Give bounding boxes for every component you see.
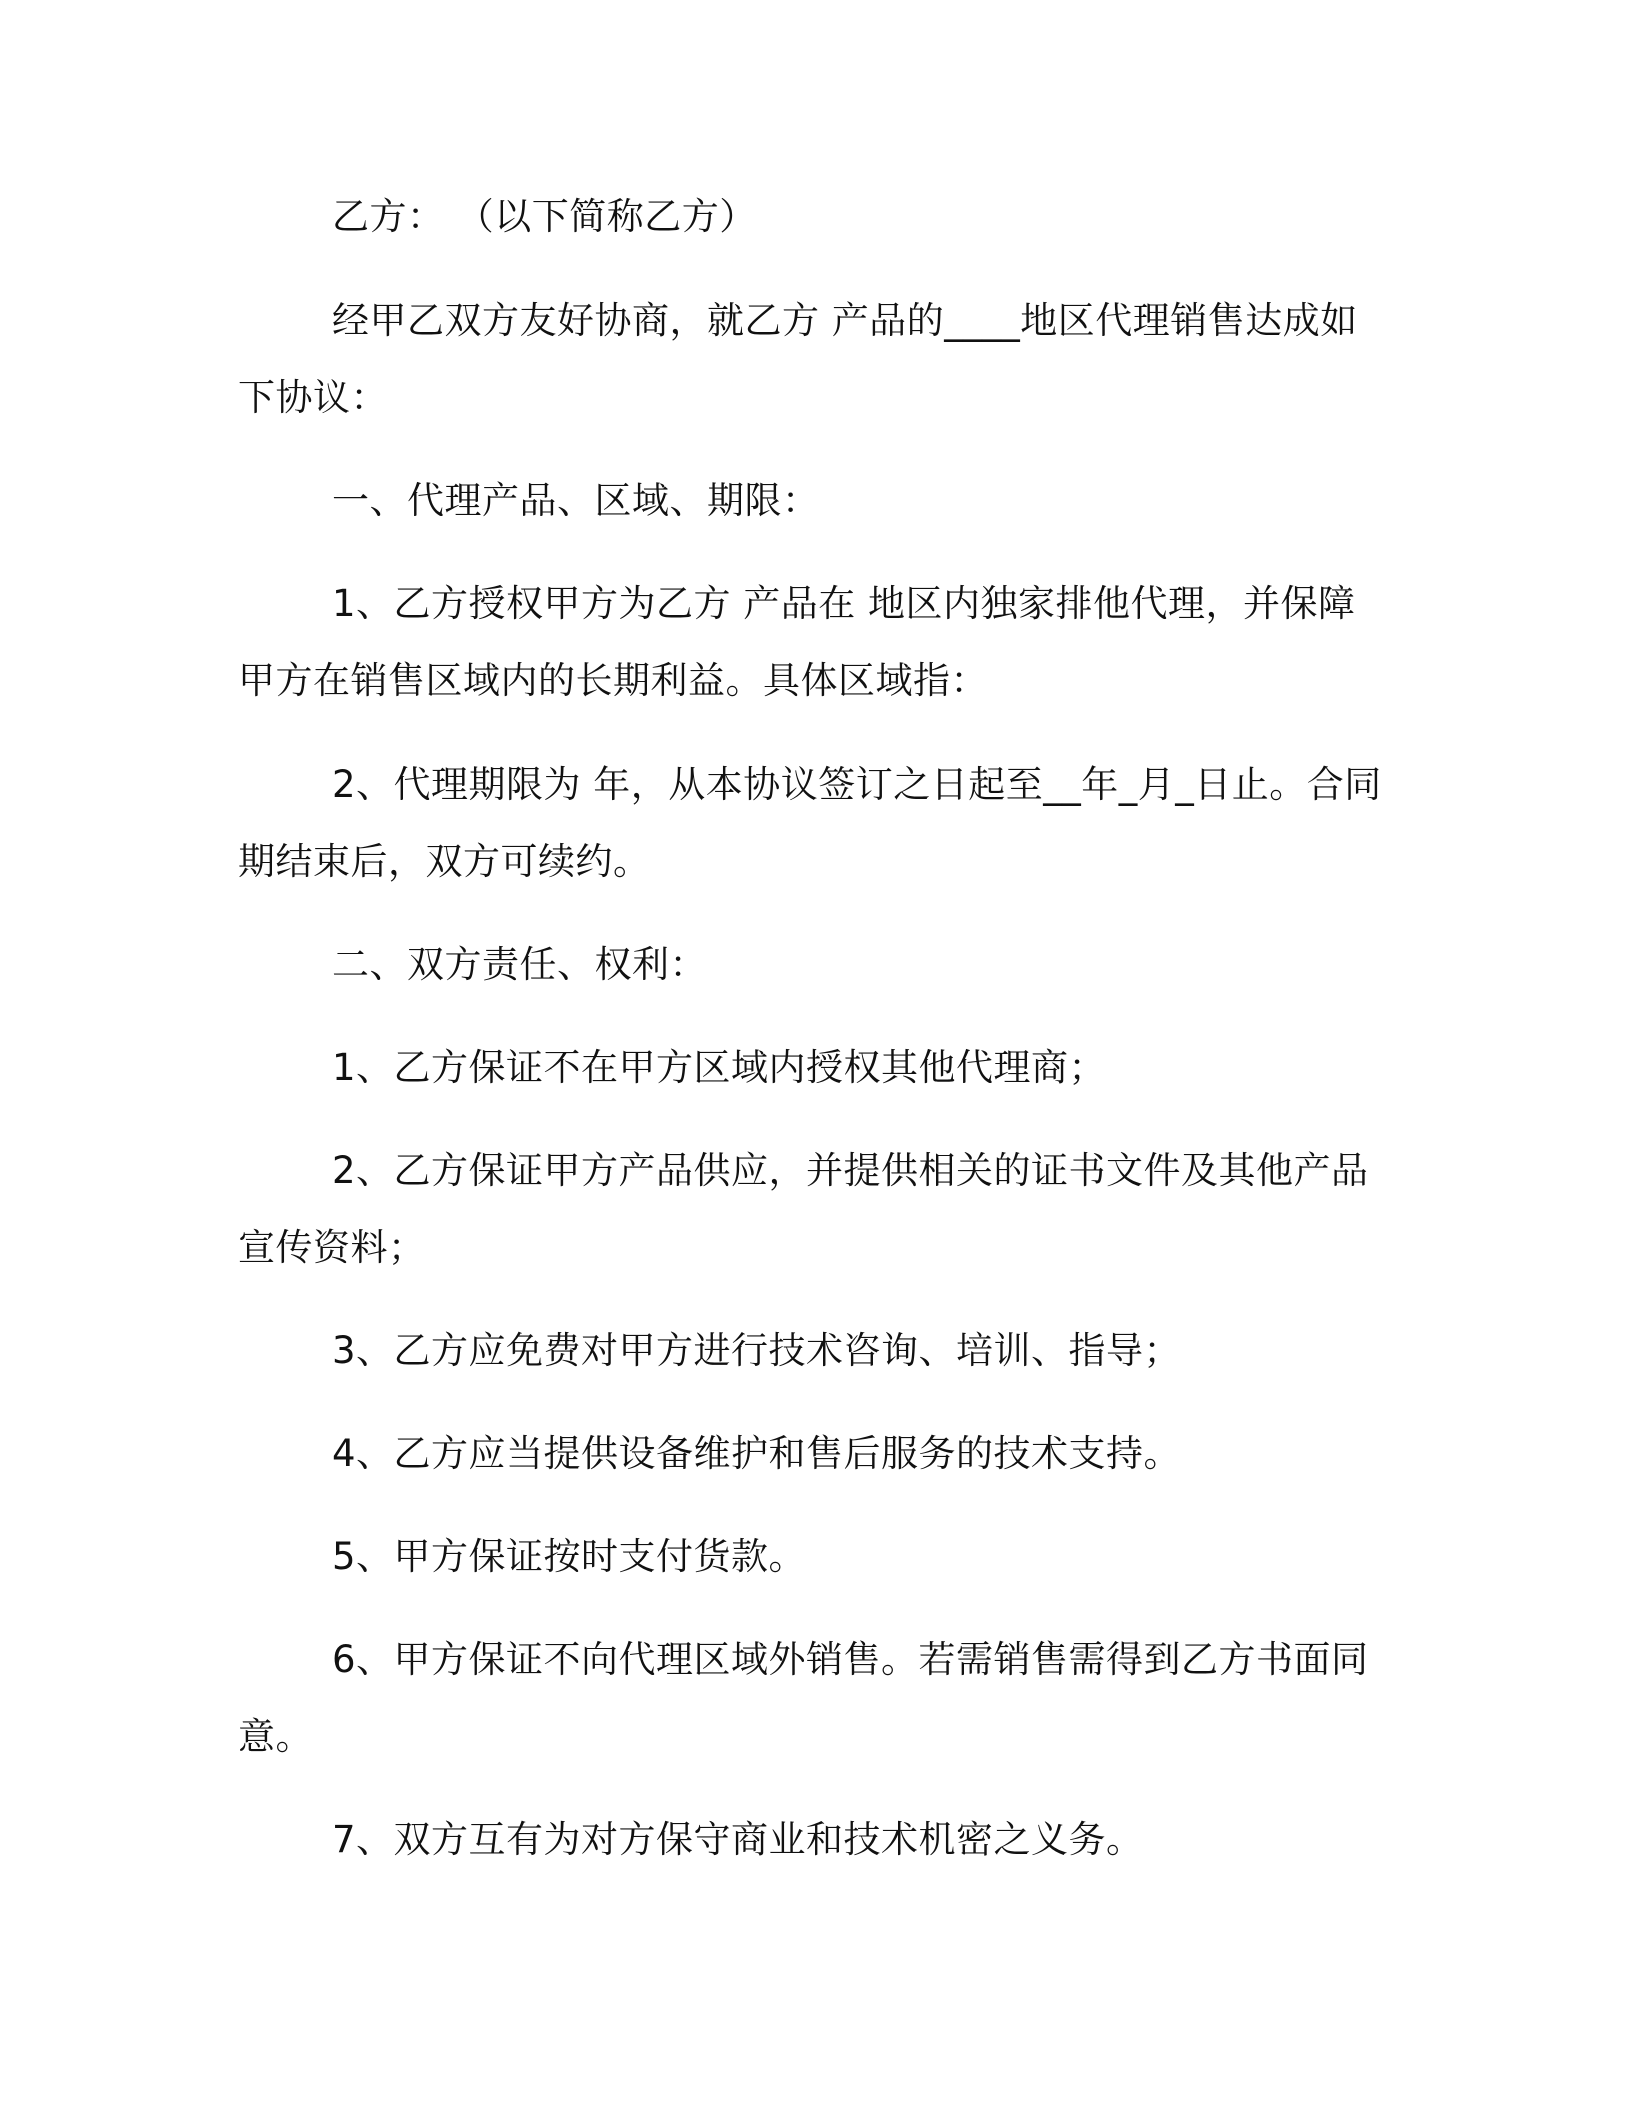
section-1-clause-1: 1、乙方授权甲方为乙方 产品在 地区内独家排他代理，并保障甲方在销售区域内的长期利益。具体区域指： (238, 582, 1356, 702)
section-2-clause-1: 1、乙方保证不在甲方区域内授权其他代理商； (332, 1046, 1107, 1089)
section-2-clause-3: 3、乙方应免费对甲方进行技术咨询、培训、指导； (332, 1329, 1182, 1372)
agreement-intro: 经甲乙双方友好协商，就乙方 产品的____地区代理销售达成如下协议： (238, 299, 1358, 419)
section-2-clause-4: 4、乙方应当提供设备维护和售后服务的技术支持。 (332, 1432, 1182, 1475)
section-1-heading: 一、代理产品、区域、期限： (332, 479, 820, 522)
party-b-line: 乙方： （以下简称乙方） (332, 195, 757, 238)
section-2-clause-5: 5、甲方保证按时支付货款。 (332, 1535, 807, 1578)
section-2-clause-2: 2、乙方保证甲方产品供应，并提供相关的证书文件及其他产品宣传资料； (238, 1149, 1369, 1269)
section-2-clause-7: 7、双方互有为对方保守商业和技术机密之义务。 (332, 1818, 1144, 1861)
section-2-clause-6: 6、甲方保证不向代理区域外销售。若需销售需得到乙方书面同意。 (238, 1638, 1369, 1758)
section-1-clause-2: 2、代理期限为 年，从本协议签订之日起至__年_月_日止。合同期结束后，双方可续约。 (238, 763, 1382, 883)
section-2-heading: 二、双方责任、权利： (332, 943, 707, 986)
